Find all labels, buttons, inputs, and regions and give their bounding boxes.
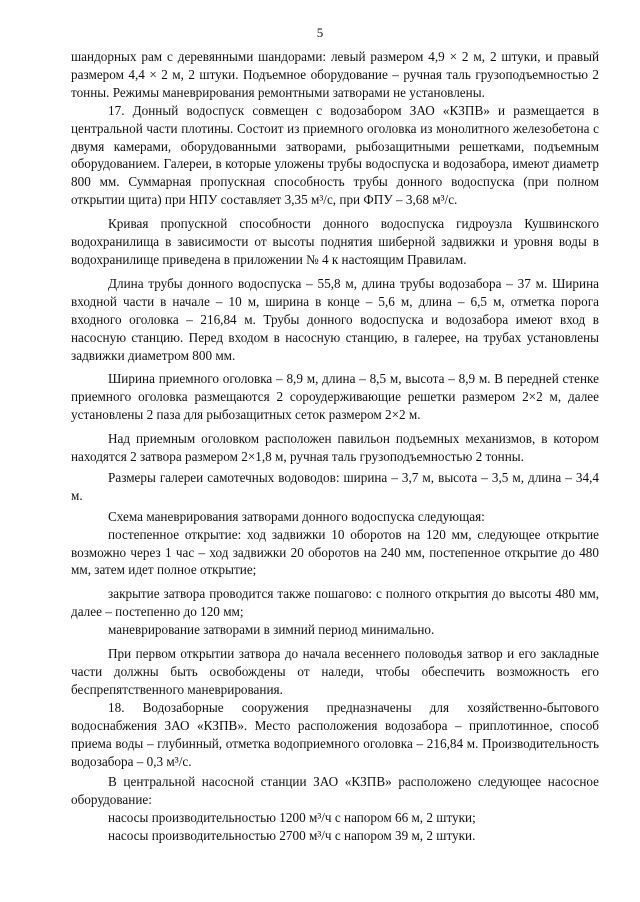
paragraph-gallery-size: Размеры галереи самотечных водоводов: ширина – 3,7 м, высота – 3,5 м, длина – 34,4 м. [71,469,599,503]
paragraph-first-opening: При первом открытии затвора до начала весеннего половодья затвор и его закладные части должны быть освобождены от наледи, чтобы обеспечить возможность его беспрепятственного маневрирования. [71,646,599,697]
document-body [71,48,599,845]
paragraph-17-bottom-outlet: 17. Донный водоспуск совмещен с водозабором ЗАО «КЗПВ» и размещается в центральной части плотины. Состоит из приемного оголовка из монолитного железобетона с двумя камерами, оборудованными затворами, рыбозащитными решетками, подъемным оборудованием. Галереи, в которые уложены трубы водоспуска и водозабора, имеют диаметр 800 мм. Суммарная пропускная способность трубы донного водоспуска (при полном открытии щита) при НПУ составляет 3,35 м³/с, при ФПУ – 3,68 м³/с. [71,102,599,208]
paragraph-lifting-pavilion: Над приемным оголовком расположен павильон подъемных механизмов, в котором находятся 2 затвора размером 2×1,8 м, ручная таль грузоподъемностью 2 тонны. [71,431,599,465]
paragraph-winter: маневрирование затворами в зимний период минимально. [108,622,435,638]
paragraph-pipe-length: Длина трубы донного водоспуска – 55,8 м, длина трубы водозабора – 37 м. Ширина входной части в начале – 10 м, ширина в конце – 5,6 м, длина – 6,5 м, отметка порога входного оголовка – 216,84 м. Трубы донного водоспуска и водозабора имеют вход в насосную станцию. Перед входом в насосную станцию, в галерее, на трубах установлены задвижки диаметром 800 мм. [71,275,599,363]
page-number: 5 [316,25,324,40]
paragraph-maneuver-scheme: Схема маневрирования затворами донного водоспуска следующая: [108,508,485,524]
paragraph-pumps-2700: насосы производительностью 2700 м³/ч с напором 39 м, 2 штуки. [108,828,476,844]
paragraph-continuation: шандорных рам с деревянными шандорами: левый размером 4,9 × 2 м, 2 штуки, и правый размером 4,4 × 2 м, 2 штуки. Подъемное оборудование – ручная таль грузоподъемностью 2 тонны. Режимы маневрирования ремонтными затворами не установлены. [71,49,599,100]
paragraph-pumps-1200: насосы производительностью 1200 м³/ч с напором 66 м, 2 штуки; [108,810,476,826]
paragraph-closing: закрытие затвора проводится также пошагово: с полного открытия до высоты 480 мм, далее – постепенно до 120 мм; [71,586,599,620]
paragraph-intake-width: Ширина приемного оголовка – 8,9 м, длина – 8,5 м, высота – 8,9 м. В передней стенке приемного оголовка размещаются 2 сороудерживающие решетки размером 2×2 м, далее установлены 2 паза для рыбозащитных сеток размером 2×2 м. [71,371,599,423]
paragraph-pump-station: В центральной насосной станции ЗАО «КЗПВ» расположено следующее насосное оборудование: [71,774,599,808]
paragraph-18-water-intake: 18. Водозаборные сооружения предназначены для хозяйственно-бытового водоснабжения ЗАО «КЗПВ». Место расположения водозабора – приплотинное, способ приема воды – глубинный, отметка водоприемного оголовка – 216,84 м. Производительность водозабора – 0,3 м³/с. [71,699,599,769]
paragraph-gradual-opening: постепенное открытие: ход задвижки 10 оборотов на 120 мм, следующее открытие возможно через 1 час – ход задвижки 20 оборотов на 240 мм, постепенное открытие до 480 мм, затем идет полное открытие; [71,526,599,578]
paragraph-capacity-curve: Кривая пропускной способности донного водоспуска гидроузла Кушвинского водохранилища в зависимости от высоты поднятия шиберной задвижки и уровня воды в водохранилище приведена в приложении № 4 к настоящим Правилам. [71,216,599,267]
